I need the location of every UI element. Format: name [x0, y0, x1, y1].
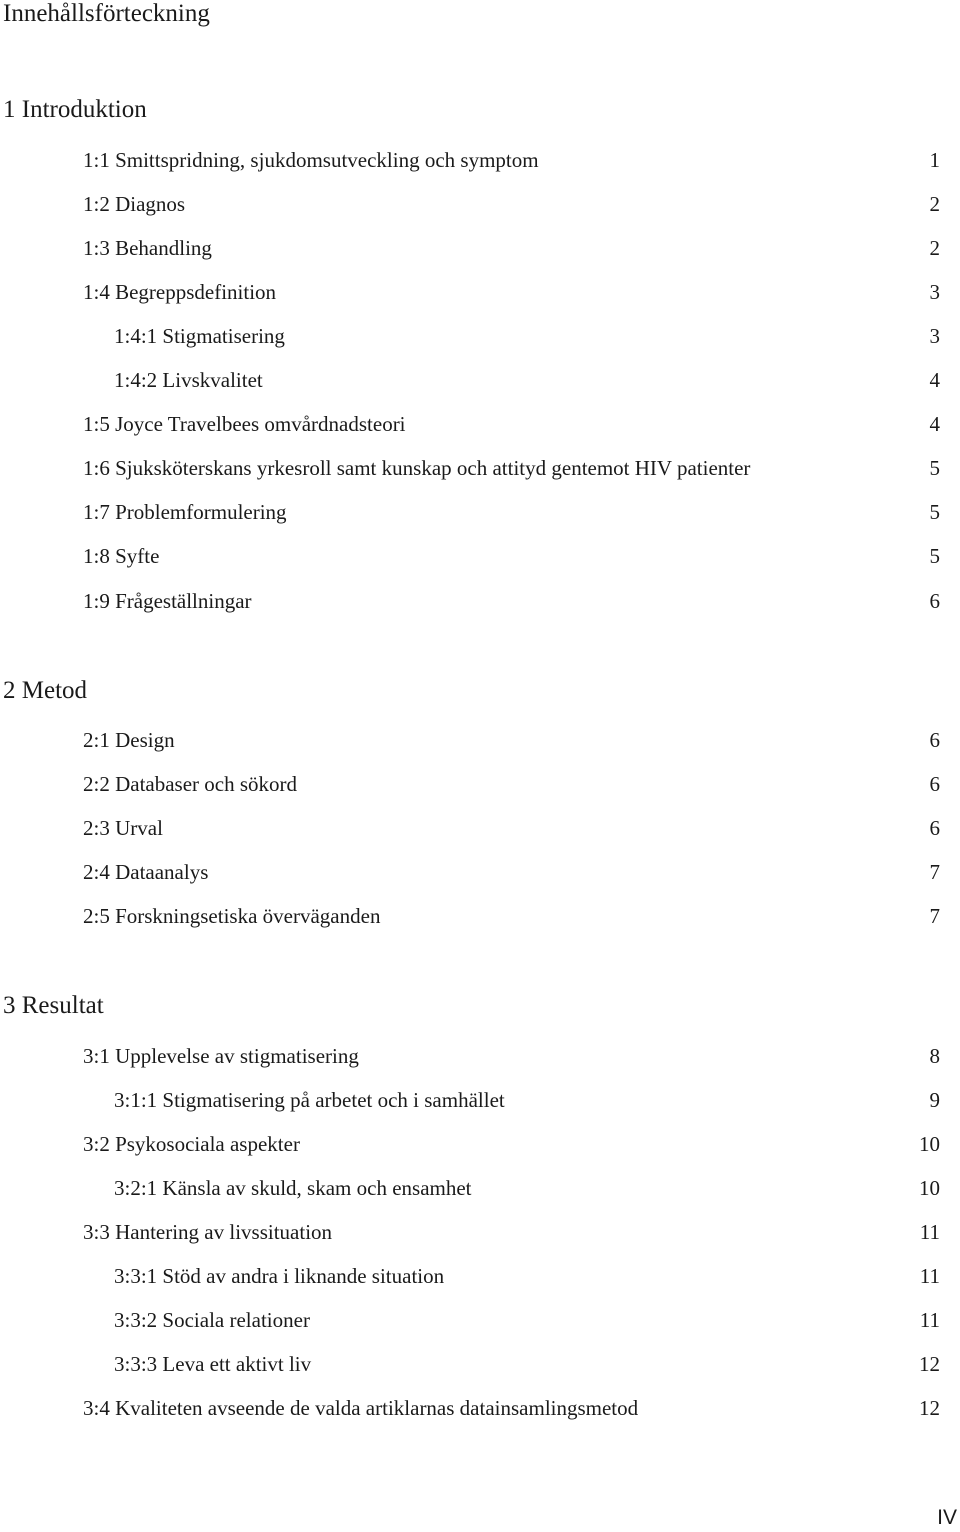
toc-page-number: 7: [929, 860, 940, 884]
toc-label: 1:1 Smittspridning, sjukdomsutveckling och symptom: [83, 148, 539, 172]
section-heading-resultat: 3 Resultat: [3, 992, 104, 1019]
toc-label: 3:3:2 Sociala relationer: [114, 1308, 310, 1332]
toc-row[interactable]: [0, 902, 960, 930]
toc-row[interactable]: [0, 1218, 960, 1246]
toc-label: 2:1 Design: [83, 728, 175, 752]
toc-label: 3:2:1 Känsla av skuld, skam och ensamhet: [114, 1176, 472, 1200]
toc-row[interactable]: [0, 1394, 960, 1422]
toc-label: 3:3 Hantering av livssituation: [83, 1220, 333, 1244]
toc-row[interactable]: [0, 1086, 960, 1114]
toc-page-number: 4: [929, 368, 940, 392]
section-heading-introduktion: 1 Introduktion: [3, 96, 147, 123]
toc-label: 1:2 Diagnos: [83, 192, 186, 216]
toc-label: 3:1 Upplevelse av stigmatisering: [83, 1044, 359, 1068]
toc-row[interactable]: [0, 542, 960, 570]
toc-row[interactable]: [0, 454, 960, 482]
toc-label: 3:1:1 Stigmatisering på arbetet och i samhället: [114, 1088, 505, 1112]
toc-page-number: 11: [919, 1220, 940, 1244]
toc-page-number: 10: [919, 1132, 940, 1156]
toc-label: 1:4:1 Stigmatisering: [114, 324, 285, 348]
toc-row[interactable]: [0, 410, 960, 438]
toc-page-number: 3: [929, 280, 940, 304]
toc-label: 1:6 Sjuksköterskans yrkesroll samt kunskap och attityd gentemot HIV patienter: [83, 456, 751, 480]
toc-row[interactable]: [0, 1130, 960, 1158]
toc-row[interactable]: [0, 770, 960, 798]
toc-page-number: 7: [929, 904, 940, 928]
toc-page-number: 11: [919, 1264, 940, 1288]
toc-label: 1:3 Behandling: [83, 236, 212, 260]
toc-page-number: 12: [919, 1396, 940, 1420]
toc-row[interactable]: [0, 1262, 960, 1290]
toc-page-number: 6: [929, 728, 940, 752]
toc-row[interactable]: [0, 814, 960, 842]
toc-page-number: 5: [929, 544, 940, 568]
toc-row[interactable]: [0, 858, 960, 886]
toc-label: 3:2 Psykosociala aspekter: [83, 1132, 300, 1156]
toc-label: 2:4 Dataanalys: [83, 860, 209, 884]
toc-row[interactable]: [0, 278, 960, 306]
toc-row[interactable]: [0, 1042, 960, 1070]
toc-page-number: 8: [929, 1044, 940, 1068]
toc-label: 1:7 Problemformulering: [83, 500, 287, 524]
toc-row[interactable]: [0, 234, 960, 262]
toc-label: 3:4 Kvaliteten avseende de valda artiklarnas datainsamlingsmetod: [83, 1396, 639, 1420]
toc-label: 1:4:2 Livskvalitet: [114, 368, 263, 392]
toc-page-number: 1: [929, 148, 940, 172]
toc-row[interactable]: [0, 366, 960, 394]
toc-label: 3:3:1 Stöd av andra i liknande situation: [114, 1264, 445, 1288]
toc-row[interactable]: [0, 1306, 960, 1334]
toc-label: 2:2 Databaser och sökord: [83, 772, 298, 796]
toc-label: 3:3:3 Leva ett aktivt liv: [114, 1352, 312, 1376]
toc-label: 1:9 Frågeställningar: [83, 589, 252, 613]
toc-row[interactable]: [0, 1350, 960, 1378]
toc-page-number: 6: [929, 772, 940, 796]
toc-page-number: 6: [929, 816, 940, 840]
toc-row[interactable]: [0, 726, 960, 754]
toc-row[interactable]: [0, 190, 960, 218]
toc-page-number: 4: [929, 412, 940, 436]
toc-page-number: 5: [929, 500, 940, 524]
toc-page-number: 5: [929, 456, 940, 480]
toc-page-number: 2: [929, 192, 940, 216]
toc-label: 1:5 Joyce Travelbees omvårdnadsteori: [83, 412, 406, 436]
toc-row[interactable]: [0, 498, 960, 526]
toc-row[interactable]: [0, 587, 960, 615]
toc-page-number: 9: [929, 1088, 940, 1112]
toc-page-number: 6: [929, 589, 940, 613]
toc-page-number: 11: [919, 1308, 940, 1332]
toc-page-number: 10: [919, 1176, 940, 1200]
toc-label: 2:3 Urval: [83, 816, 163, 840]
toc-label: 1:4 Begreppsdefinition: [83, 280, 277, 304]
toc-page-number: 12: [919, 1352, 940, 1376]
toc-row[interactable]: [0, 322, 960, 350]
toc-page-number: 3: [929, 324, 940, 348]
toc-row[interactable]: [0, 146, 960, 174]
toc-row[interactable]: [0, 1174, 960, 1202]
toc-label: 1:8 Syfte: [83, 544, 160, 568]
toc-label: 2:5 Forskningsetiska överväganden: [83, 904, 381, 928]
section-heading-metod: 2 Metod: [3, 677, 88, 704]
page-number-footer: IV: [937, 1506, 957, 1529]
page-title: Innehållsförteckning: [3, 0, 210, 27]
toc-page-number: 2: [929, 236, 940, 260]
